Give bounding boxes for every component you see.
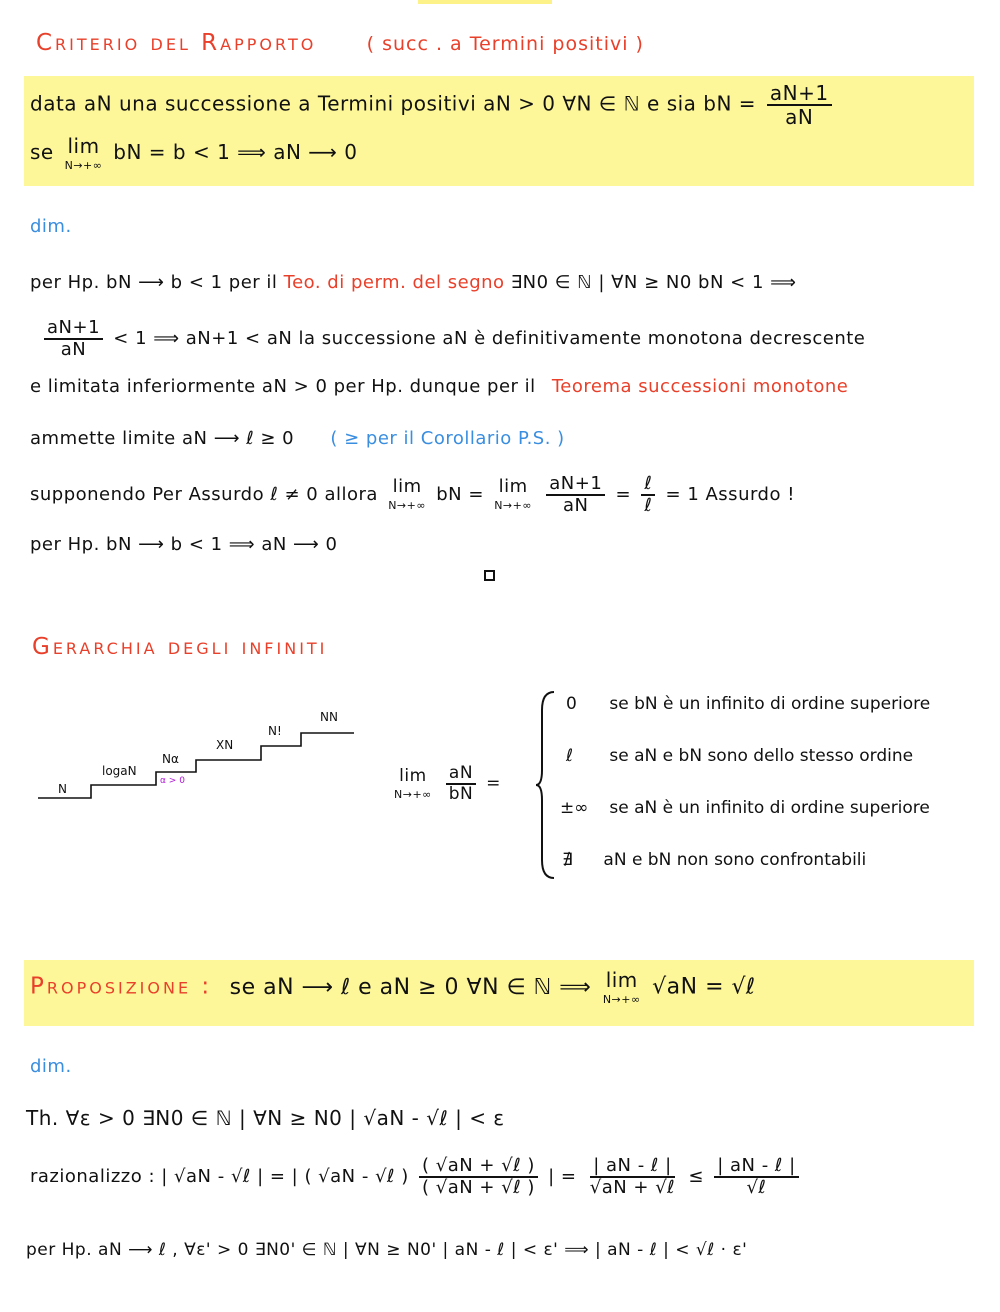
proof-text: | =: [548, 1165, 577, 1187]
fraction: [419, 1156, 538, 1198]
fraction-denominator: ( √aN + √ℓ ): [421, 1176, 535, 1198]
proposition-heading: Proposizione :: [30, 973, 213, 1000]
heading-note: ( succ . a Termini positivi ): [366, 33, 644, 55]
proof-line: [30, 474, 795, 516]
theorem-text: se: [30, 140, 54, 164]
limit-word: lim: [498, 476, 528, 498]
proof-label: dim.: [30, 216, 72, 237]
case-row: [566, 746, 913, 766]
fraction-denominator: bN: [448, 783, 474, 804]
proof-text: bN =: [436, 483, 484, 505]
limit-word: lim: [392, 476, 422, 498]
limit-subscript: N→+∞: [602, 993, 641, 1006]
limit-subscript: N→+∞: [64, 159, 103, 172]
fraction-denominator: ℓ: [644, 494, 653, 516]
stair-condition: α > 0: [160, 776, 185, 786]
proof-text: =: [615, 483, 632, 505]
fraction-numerator: | aN - ℓ |: [714, 1156, 798, 1178]
case-value: ℓ: [566, 746, 574, 766]
proof-line: [30, 376, 848, 397]
theorem-line: [30, 82, 836, 128]
stair-label: N!: [268, 724, 282, 738]
limit-operator: [388, 478, 426, 511]
infinity-hierarchy-staircase: [36, 700, 366, 810]
case-value: ±∞: [560, 798, 589, 818]
fraction-numerator: | aN - ℓ |: [590, 1156, 674, 1178]
stair-label: logaN: [102, 764, 137, 778]
proof-line: per Hp. bN ⟶ b < 1 ⟹ aN ⟶ 0: [30, 534, 338, 555]
fraction: [714, 1156, 798, 1198]
limit-expression: [390, 764, 501, 803]
fraction-numerator: ( √aN + √ℓ ): [419, 1156, 538, 1178]
fraction-numerator: aN: [446, 764, 476, 785]
case-row: [560, 798, 930, 818]
stair-label: Nα: [162, 752, 179, 766]
fraction-numerator: ℓ: [641, 474, 655, 496]
theorem-reference: Teo. di perm. del segno: [283, 272, 505, 293]
limit-word: lim: [67, 134, 100, 158]
curly-brace: [534, 690, 558, 880]
proof-text: razionalizzo : | √aN - √ℓ | = | ( √aN - √ℓ ): [30, 1165, 409, 1187]
stair-label: N: [58, 782, 67, 796]
section-heading: Gerarchia degli infiniti: [32, 634, 328, 660]
proof-text: = 1 Assurdo !: [665, 483, 795, 505]
limit-subscript: N→+∞: [494, 499, 533, 513]
fraction-denominator: aN: [563, 494, 589, 516]
proposition-text: se aN ⟶ ℓ e aN ≥ 0 ∀N ∈ ℕ ⟹: [229, 974, 592, 1000]
proposition-text: √aN = √ℓ: [652, 974, 756, 1000]
fraction-numerator: aN+1: [44, 318, 103, 340]
case-row: [562, 850, 866, 870]
proof-text: ≤: [688, 1165, 704, 1187]
fraction: [44, 318, 103, 360]
theorem-line: [30, 136, 358, 171]
case-condition: aN e bN non sono confrontabili: [603, 850, 867, 870]
fraction: [446, 764, 477, 803]
limit-subscript: N→+∞: [388, 499, 427, 513]
equals-sign: =: [486, 773, 501, 794]
proof-text: e limitata inferiormente aN > 0 per Hp. dunque per il: [30, 376, 536, 397]
proof-text: ∃N0 ∈ ℕ | ∀N ≥ N0 bN < 1 ⟹: [510, 272, 797, 293]
proof-text: ammette limite aN ⟶ ℓ ≥ 0: [30, 428, 295, 449]
limit-operator: [603, 970, 641, 1005]
section-heading: [36, 30, 644, 56]
proof-text: per Hp. bN ⟶ b < 1 per il: [30, 272, 278, 293]
case-condition: se bN è un infinito di ordine superiore: [609, 694, 931, 714]
fraction: [641, 474, 655, 516]
theorem-text: data aN una successione a Termini positivi aN > 0 ∀N ∈ ℕ e sia bN =: [30, 91, 757, 116]
fraction: [767, 82, 832, 128]
fraction: [587, 1156, 678, 1198]
proof-text: supponendo Per Assurdo ℓ ≠ 0 allora: [30, 483, 378, 505]
heading-text: Criterio del Rapporto: [36, 30, 317, 56]
fraction-numerator: aN+1: [767, 82, 832, 106]
stair-label: NN: [320, 710, 338, 724]
limit-operator: [65, 136, 103, 171]
limit-word: lim: [399, 765, 427, 786]
limit-operator: [394, 765, 432, 801]
case-value: ∄: [562, 850, 573, 870]
limit-operator: [494, 478, 532, 511]
proof-line: [30, 1156, 803, 1198]
case-row: [566, 694, 930, 714]
fraction-denominator: aN: [60, 338, 87, 360]
proposition-line: [30, 970, 756, 1005]
proof-line: per Hp. aN ⟶ ℓ , ∀ε' > 0 ∃N0' ∈ ℕ | ∀N ≥ N0' | aN - ℓ | < ε' ⟹ | aN - ℓ | < √ℓ · ε': [26, 1240, 748, 1260]
case-condition: se aN e bN sono dello stesso ordine: [609, 746, 914, 766]
fraction-numerator: aN+1: [546, 474, 605, 496]
fraction-denominator: aN: [785, 105, 814, 129]
case-value: 0: [566, 694, 577, 714]
proof-line: [30, 272, 796, 293]
fraction-denominator: √ℓ: [746, 1176, 767, 1198]
proof-line: Th. ∀ε > 0 ∃N0 ∈ ℕ | ∀N ≥ N0 | √aN - √ℓ | < ε: [26, 1106, 505, 1130]
qed-square: [484, 570, 495, 581]
limit-word: lim: [605, 968, 638, 992]
proof-line: [30, 428, 565, 449]
staircase-lines: [36, 700, 366, 810]
fraction: [546, 474, 605, 516]
proof-text: < 1 ⟹ aN+1 < aN la successione aN è definitivamente monotona decrescente: [113, 327, 866, 349]
case-condition: se aN è un infinito di ordine superiore: [609, 798, 930, 818]
corollary-reference: ( ≥ per il Corollario P.S. ): [330, 428, 565, 449]
proof-label: dim.: [30, 1056, 72, 1077]
fraction-denominator: √aN + √ℓ: [589, 1176, 676, 1198]
limit-subscript: N→+∞: [394, 787, 432, 801]
proof-line: [40, 318, 865, 360]
theorem-text: bN = b < 1 ⟹ aN ⟶ 0: [113, 140, 358, 164]
stair-label: XN: [216, 738, 234, 752]
top-highlight-mark: [418, 0, 552, 4]
theorem-reference: Teorema successioni monotone: [551, 376, 849, 397]
